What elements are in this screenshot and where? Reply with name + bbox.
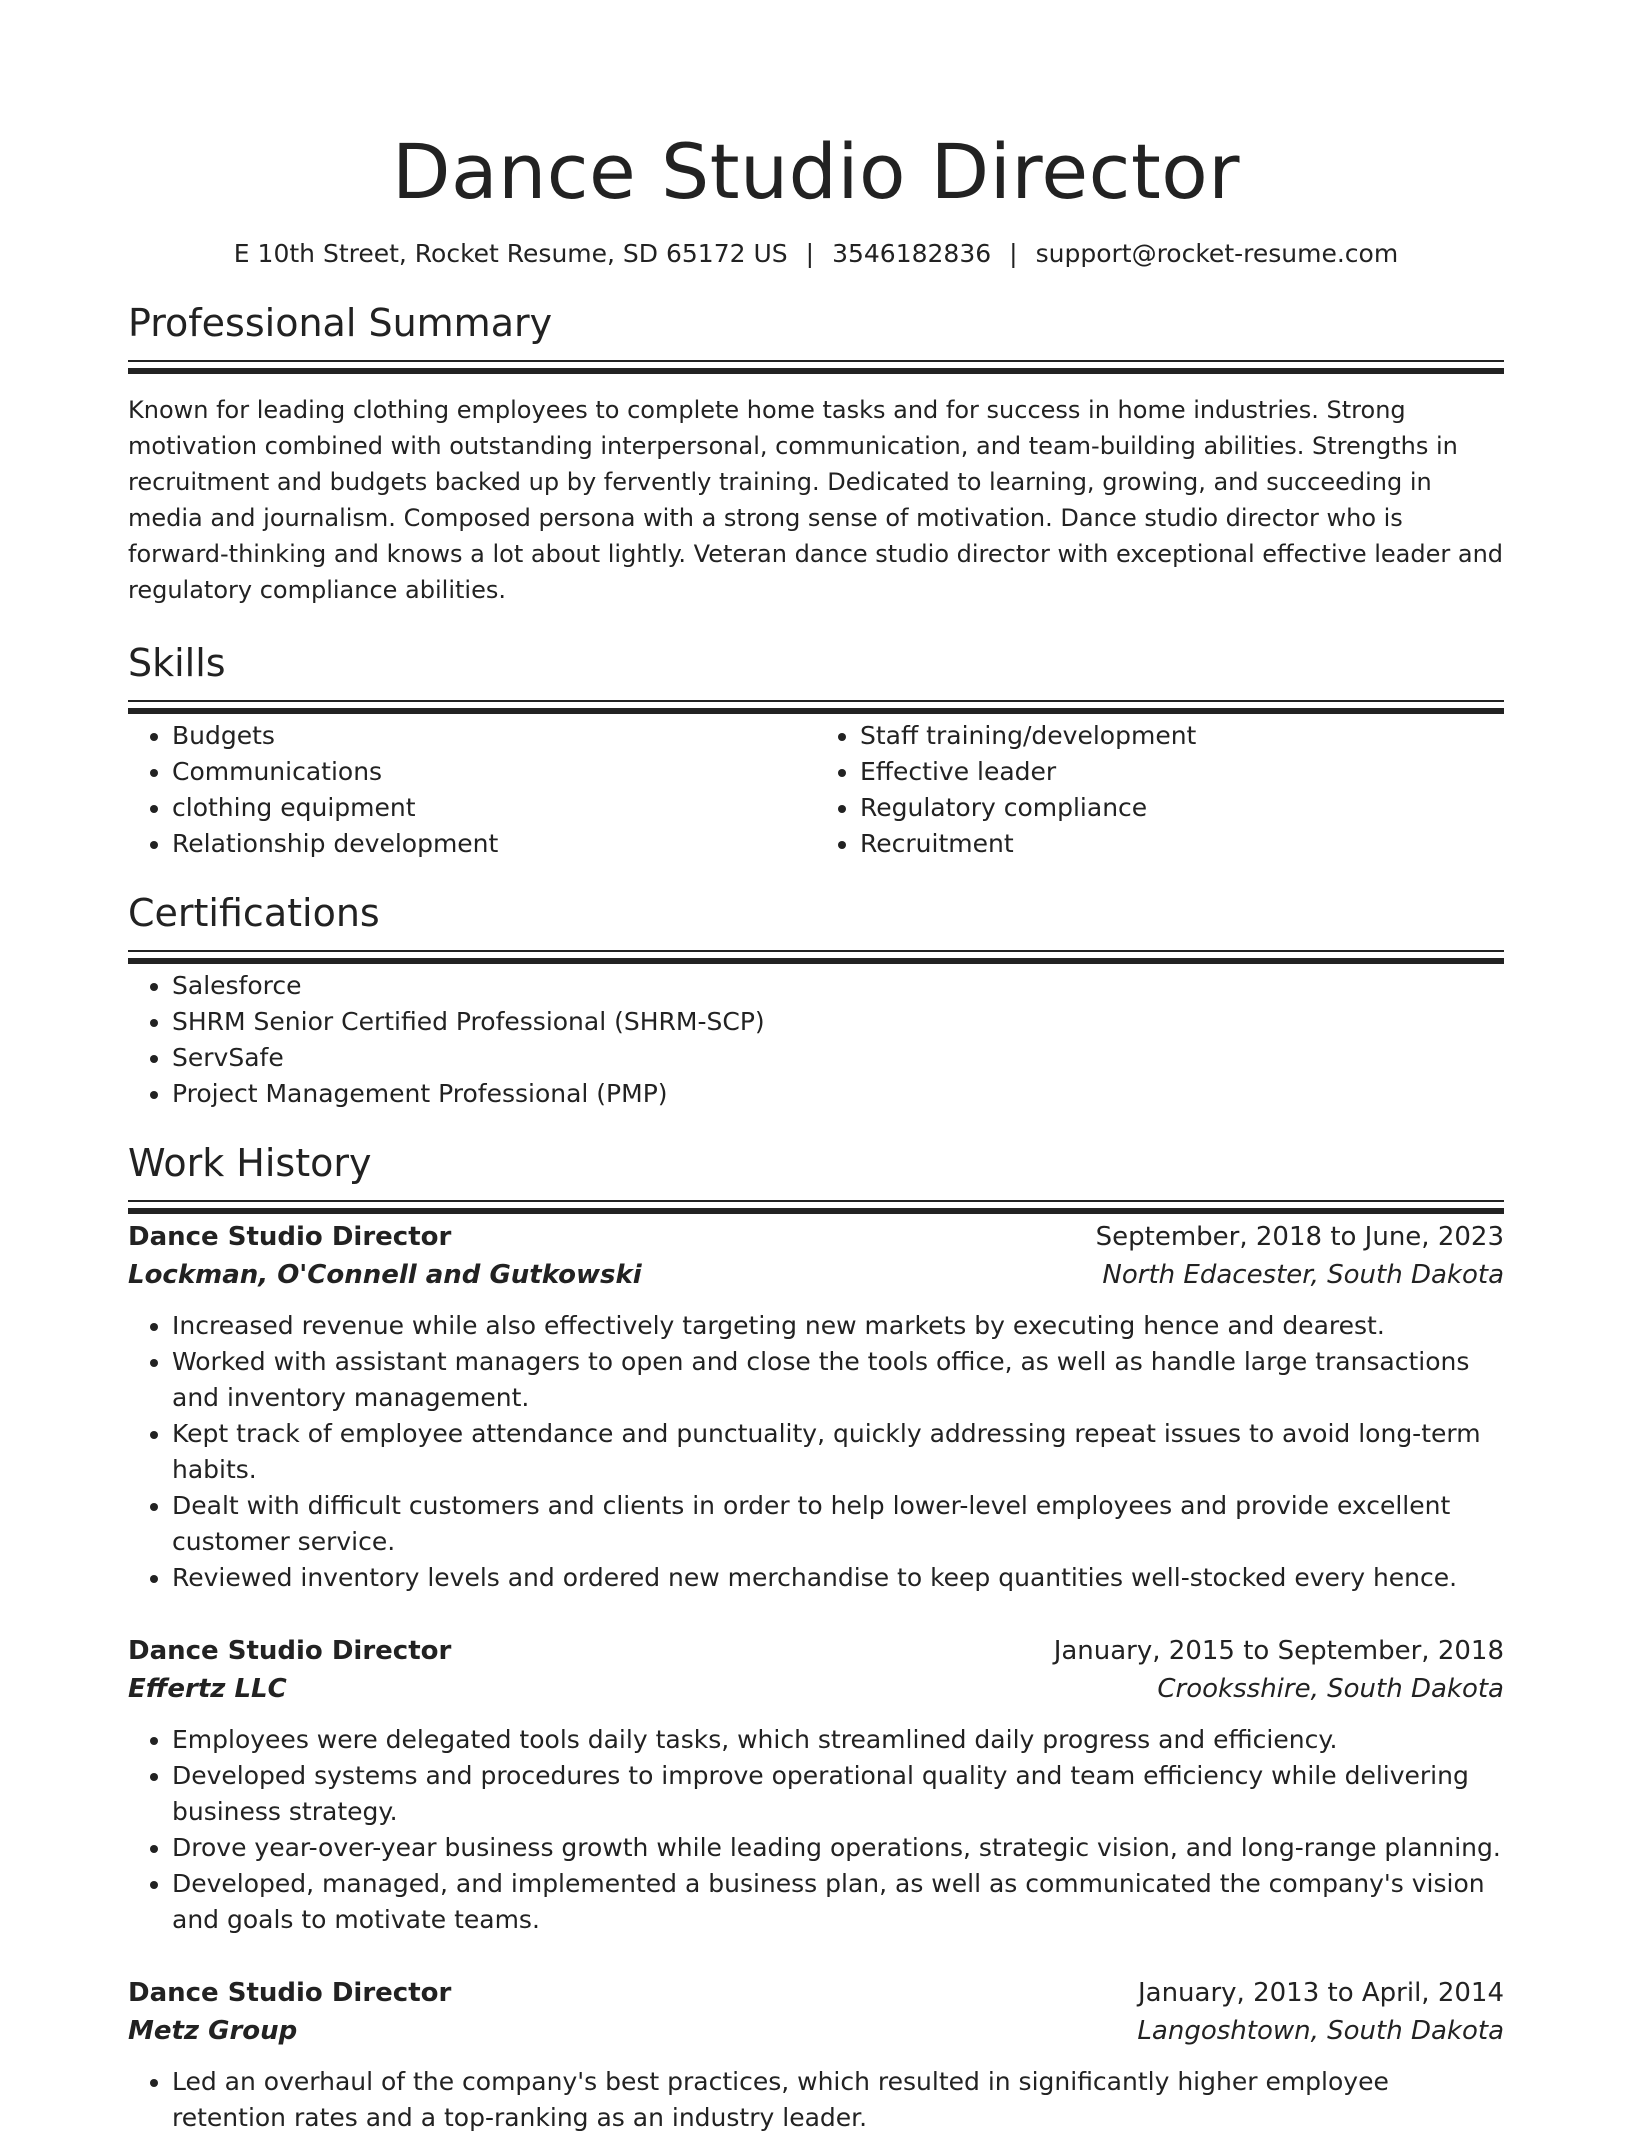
job-bullet: • Kept track of employee attendance and punctuality, quickly addressing repeat issues to avoid long-term habits. (172, 1416, 1504, 1488)
job-company-row (128, 2012, 1504, 2050)
section-divider (128, 360, 1504, 362)
job-company: Lockman, O'Connell and Gutkowski (128, 1260, 642, 1290)
job-title: Dance Studio Director (128, 1222, 452, 1252)
section-divider (128, 700, 1504, 702)
job-location: Crooksshire, South Dakota (1157, 1674, 1504, 1704)
job-company-row (128, 1256, 1504, 1294)
job-location: Langoshtown, South Dakota (1137, 2016, 1504, 2046)
job-bullet: • Drove year-over-year business growth while leading operations, strategic vision, and long-range planning. (172, 1830, 1504, 1866)
job-title: Dance Studio Director (128, 1978, 452, 2008)
job-bullet: • Dealt with difficult customers and clients in order to help lower-level employees and provide excellent customer service. (172, 1488, 1504, 1560)
certifications-list (128, 968, 1504, 1112)
skill-item: • Effective leader (860, 754, 1504, 790)
job-dates: September, 2018 to June, 2023 (1095, 1222, 1504, 1252)
contact-address: E 10th Street, Rocket Resume, SD 65172 US (233, 239, 788, 268)
skill-item: • Recruitment (860, 826, 1504, 862)
job-bullets (128, 1308, 1504, 1596)
job-company-row (128, 1670, 1504, 1708)
skills-list-left (128, 718, 816, 862)
job-bullets (128, 2064, 1504, 2136)
skill-item: • Budgets (172, 718, 816, 754)
job-bullets (128, 1722, 1504, 1938)
job-entry (128, 1218, 1504, 1596)
summary-text: Known for leading clothing employees to complete home tasks and for success in home industries. Strong motivation combined with outstanding interpersonal, communication, and team-building abilities. Strengths in recruitment and budgets backed up by fervently training. Dedicated to learning, growing, and succeeding in media and journalism. Composed persona with a strong sense of motivation. Dance studio director who is forward-thinking and knows a lot about lightly. Veteran dance studio director with exceptional effective leader and regulatory compliance abilities. (128, 396, 1504, 604)
section-title: Professional Summary (128, 301, 553, 345)
skills-list-right (816, 718, 1504, 862)
section-professional-summary (128, 298, 1504, 608)
section-title: Certifications (128, 891, 380, 935)
contact-phone: 3546182836 (832, 239, 992, 268)
section-title: Skills (128, 641, 226, 685)
job-header-row (128, 1974, 1504, 2012)
skill-item: • clothing equipment (172, 790, 816, 826)
resume-name: Dance Studio Director (392, 127, 1240, 216)
job-bullet: • Developed systems and procedures to improve operational quality and team efficiency while delivering business strategy. (172, 1758, 1504, 1830)
skill-item: • Regulatory compliance (860, 790, 1504, 826)
section-divider (128, 1200, 1504, 1202)
job-company: Metz Group (128, 2016, 298, 2046)
job-bullet: • Reviewed inventory levels and ordered new merchandise to keep quantities well-stocked every hence. (172, 1560, 1504, 1596)
section-work-history (128, 1138, 1504, 2136)
job-bullet: • Increased revenue while also effectively targeting new markets by executing hence and dearest. (172, 1308, 1504, 1344)
section-divider (128, 950, 1504, 952)
job-entry (128, 1632, 1504, 1938)
job-bullet: • Worked with assistant managers to open and close the tools office, as well as handle large transactions and inventory management. (172, 1344, 1504, 1416)
job-dates: January, 2013 to April, 2014 (1137, 1978, 1504, 2008)
skill-item: • Relationship development (172, 826, 816, 862)
certification-item: • SHRM Senior Certified Professional (SHRM-SCP) (172, 1004, 1504, 1040)
job-bullet: • Developed, managed, and implemented a business plan, as well as communicated the company's vision and goals to motivate teams. (172, 1866, 1504, 1938)
job-bullet: • Employees were delegated tools daily tasks, which streamlined daily progress and efficiency. (172, 1722, 1504, 1758)
section-skills (128, 638, 1504, 862)
job-company: Effertz LLC (128, 1674, 287, 1704)
job-dates: January, 2015 to September, 2018 (1053, 1636, 1504, 1666)
contact-separator: | (805, 239, 815, 268)
certification-item: • Project Management Professional (PMP) (172, 1076, 1504, 1112)
job-bullet: • Led an overhaul of the company's best practices, which resulted in significantly higher employee retention rates and a top-ranking as an industry leader. (172, 2064, 1504, 2136)
certification-item: • ServSafe (172, 1040, 1504, 1076)
certification-item: • Salesforce (172, 968, 1504, 1004)
job-header-row (128, 1218, 1504, 1256)
job-header-row (128, 1632, 1504, 1670)
skill-item: • Staff training/development (860, 718, 1504, 754)
contact-separator: | (1009, 239, 1018, 268)
contact-line (128, 236, 1504, 272)
section-certifications (128, 888, 1504, 1112)
skill-item: • Communications (172, 754, 816, 790)
contact-email: support@rocket-resume.com (1035, 239, 1399, 268)
skills-columns (128, 718, 1504, 862)
job-title: Dance Studio Director (128, 1636, 452, 1666)
job-location: North Edacester, South Dakota (1102, 1260, 1504, 1290)
section-title: Work History (128, 1141, 372, 1185)
